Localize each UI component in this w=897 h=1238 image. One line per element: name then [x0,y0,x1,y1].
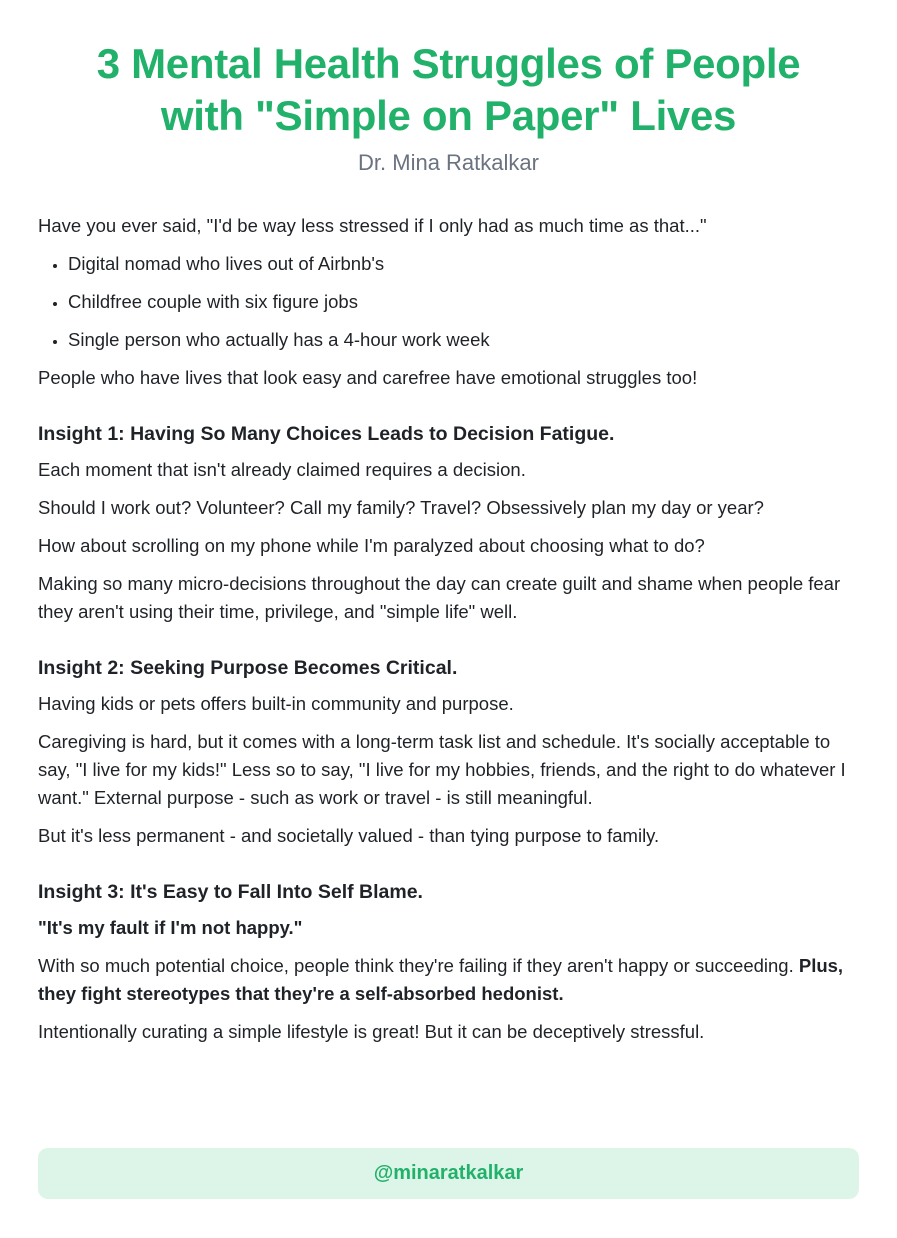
author-name: Dr. Mina Ratkalkar [358,150,539,175]
insight-2-paragraph: Having kids or pets offers built-in community and purpose. [38,693,514,714]
insight-1-paragraph: How about scrolling on my phone while I'm paralyzed about choosing what to do? [38,535,705,556]
social-handle: @minaratkalkar [373,1162,524,1184]
intro-closing: People who have lives that look easy and carefree have emotional struggles too! [38,367,698,388]
insight-2-paragraph: Caregiving is hard, but it comes with a long-term task list and schedule. It's socially acceptable to say, "I live for my kids!" Less so to say, "I live for my hobbies, friends, and the right to do whatever I want." External purpose - such as work or travel - is still meaningful. [38,731,846,808]
intro-question: Have you ever said, "I'd be way less stressed if I only had as much time as that..." [38,215,707,236]
insight-2-heading: Insight 2: Seeking Purpose Becomes Critical. [38,657,458,679]
paragraph-bold-text: Plus, they fight stereotypes that they're a self-absorbed hedonist. [38,955,844,1004]
insight-1-heading: Insight 1: Having So Many Choices Leads to Decision Fatigue. [38,423,615,445]
page [0,38,897,1238]
paragraph-text: With so much potential choice, people think they're failing if they aren't happy or succeeding. [38,955,799,976]
list-item: • Digital nomad who lives out of Airbnb's [68,250,859,278]
footer-handle-banner [38,1148,859,1199]
insight-1-paragraph: Should I work out? Volunteer? Call my family? Travel? Obsessively plan my day or year? [38,497,764,518]
title-line-1: 3 Mental Health Struggles of People [96,40,801,87]
examples-list [38,250,859,354]
insight-3-paragraph [38,952,859,1008]
article-body [38,212,859,1046]
insight-3-quote [38,914,859,942]
quote-text: "It's my fault if I'm not happy." [38,917,303,938]
title-line-2: with "Simple on Paper" Lives [160,92,737,139]
insight-2-paragraph: But it's less permanent - and societally valued - than tying purpose to family. [38,825,660,846]
page-title [38,38,859,142]
list-item: • Childfree couple with six figure jobs [68,288,859,316]
insight-1-paragraph: Each moment that isn't already claimed requires a decision. [38,459,526,480]
insight-1-paragraph: Making so many micro-decisions throughout the day can create guilt and shame when people fear they aren't using their time, privilege, and "simple life" well. [38,573,841,622]
insight-3-paragraph: Intentionally curating a simple lifestyle is great! But it can be deceptively stressful. [38,1021,705,1042]
list-item: • Single person who actually has a 4-hour work week [68,326,859,354]
insight-3-heading: Insight 3: It's Easy to Fall Into Self Blame. [38,881,423,903]
